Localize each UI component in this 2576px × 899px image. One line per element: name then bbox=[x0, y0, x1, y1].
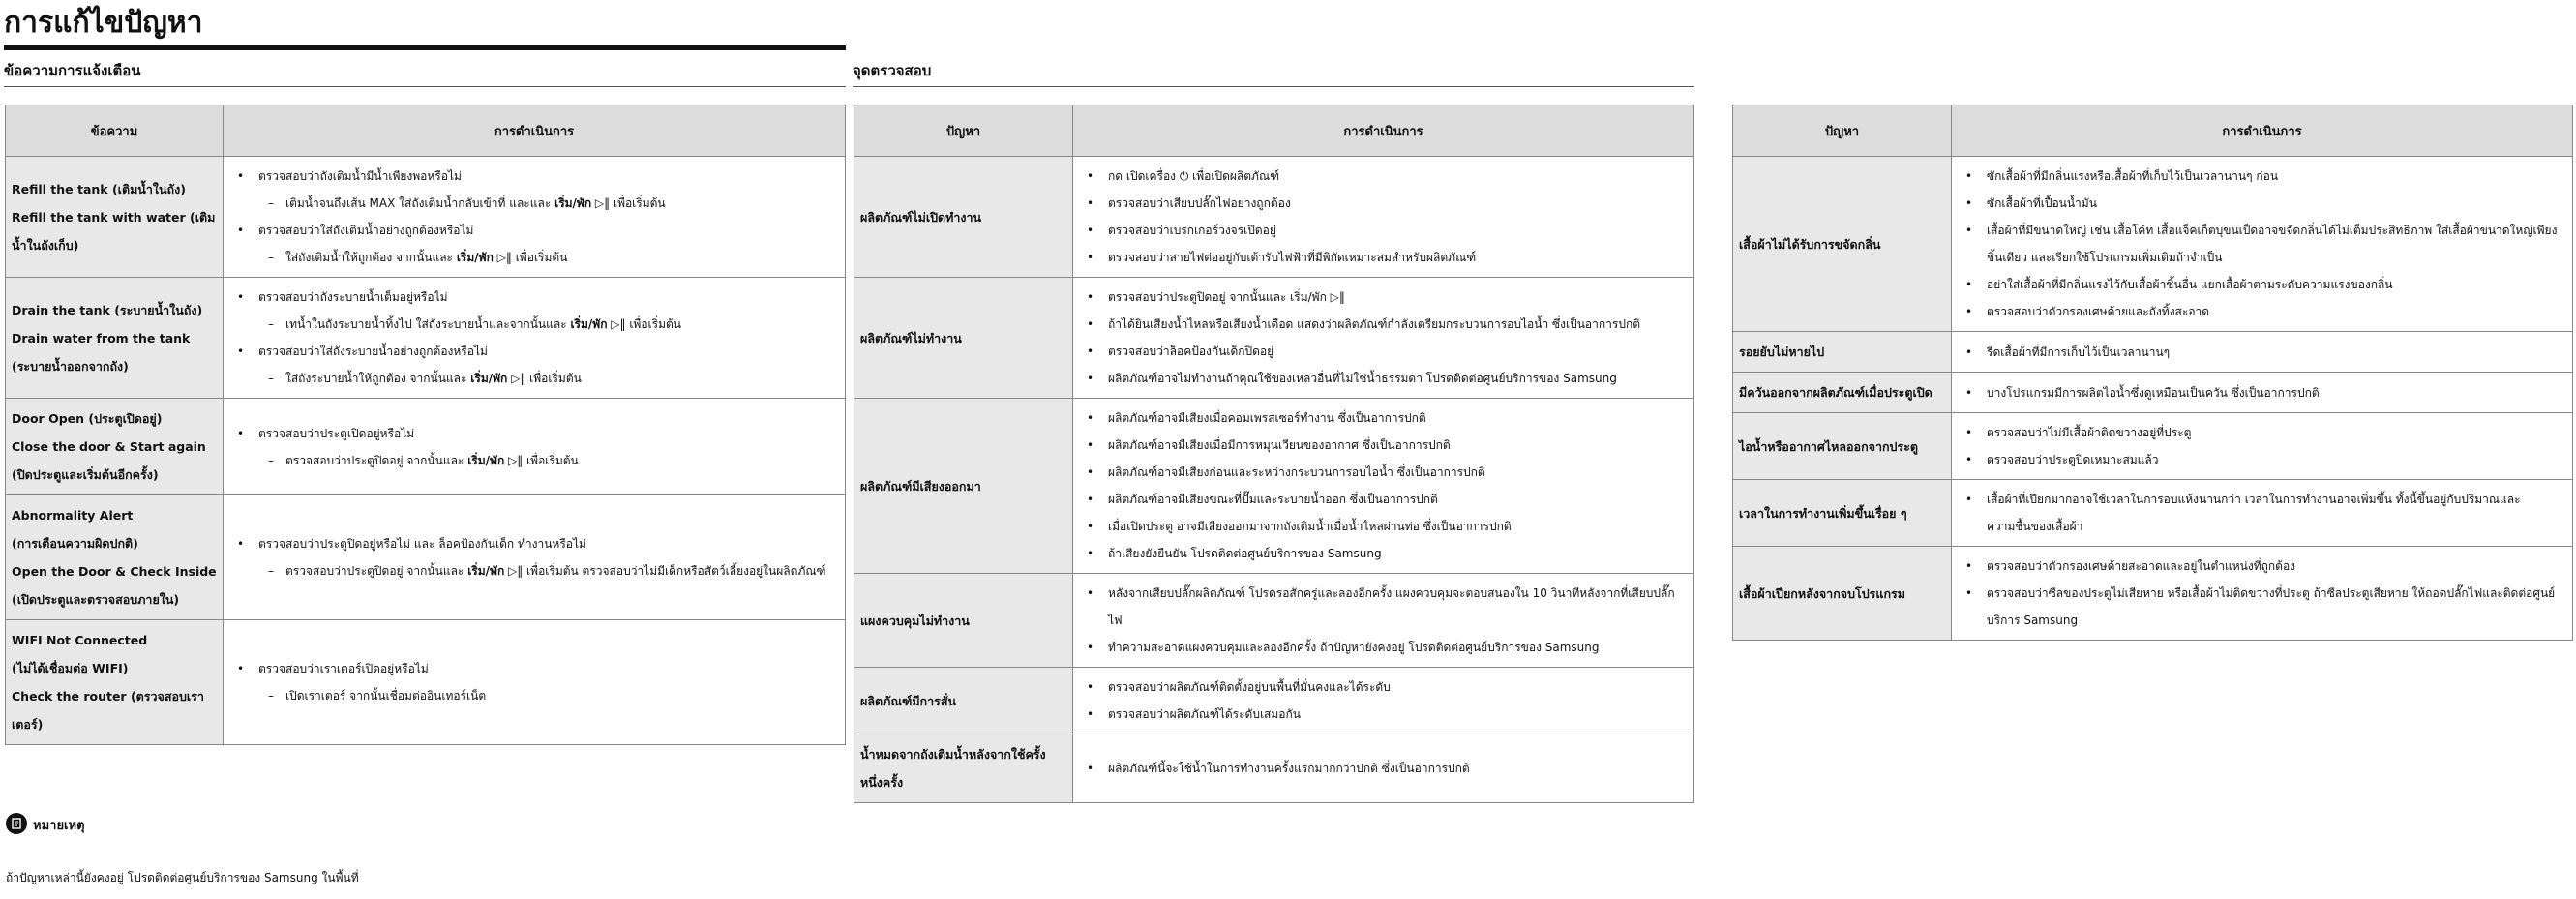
action-item: • ตรวจสอบว่าผลิตภัณฑ์ติดตั้งอยู่บนพื้นที่มั่นคงและได้ระดับ bbox=[1083, 674, 1684, 701]
header-problem: ปัญหา bbox=[854, 105, 1073, 157]
sub-action-text: ตรวจสอบว่าประตูปิดอยู่ จากนั้นและ bbox=[285, 453, 468, 467]
action-item: • ตรวจสอบว่าเบรกเกอร์วงจรเปิดอยู่ bbox=[1083, 217, 1684, 244]
message-text: Drain water from the tank (ระบายน้ำออกจากถัง) bbox=[12, 330, 191, 374]
action-cell bbox=[1952, 413, 2573, 480]
action-list bbox=[1083, 580, 1684, 661]
table-row bbox=[1733, 332, 2573, 373]
table-row bbox=[1733, 157, 2573, 332]
action-list bbox=[1083, 163, 1684, 271]
action-list bbox=[233, 655, 835, 709]
action-item: • อย่าใส่เสื้อผ้าที่มีกลิ่นแรงไว้กับเสื้อผ้าชิ้นอื่น แยกเสื้อผ้าตามระดับความแรงของกลิ่น bbox=[1962, 271, 2562, 298]
problem-cell: เสื้อผ้าเปียกหลังจากจบโปรแกรม bbox=[1733, 547, 1952, 641]
action-item: • ผลิตภัณฑ์อาจมีเสียงก่อนและระหว่างกระบวนการอบไอน้ำ ซึ่งเป็นอาการปกติ bbox=[1083, 459, 1684, 486]
action-item: • บางโปรแกรมมีการผลิตไอน้ำซึ่งดูเหมือนเป็นควัน ซึ่งเป็นอาการปกติ bbox=[1962, 379, 2562, 406]
action-item bbox=[233, 420, 835, 474]
problem-cell: แผงควบคุมไม่ทำงาน bbox=[854, 574, 1073, 668]
message-text: Door Open (ประตูเปิดอยู่) bbox=[12, 411, 163, 426]
action-list bbox=[1083, 755, 1684, 782]
sub-action-list bbox=[258, 311, 835, 338]
action-item: • ผลิตภัณฑ์อาจไม่ทำงานถ้าคุณใช้ของเหลวอื่นที่ไม่ใช่น้ำธรรมดา โปรดติดต่อศูนย์บริการของ Samsung bbox=[1083, 365, 1684, 392]
problem-cell: ผลิตภัณฑ์ไม่เปิดทำงาน bbox=[854, 157, 1073, 278]
action-item: • ตรวจสอบว่าผลิตภัณฑ์ได้ระดับเสมอกัน bbox=[1083, 701, 1684, 728]
start-pause-label: เริ่ม/พัก bbox=[456, 251, 494, 264]
message-text: Refill the tank (เติมน้ำในถัง) bbox=[12, 181, 186, 196]
problem-cell: มีควันออกจากผลิตภัณฑ์เมื่อประตูเปิด bbox=[1733, 373, 1952, 413]
message-text: (ไม่ได้เชื่อมต่อ WIFI) bbox=[12, 661, 129, 675]
action-cell bbox=[1073, 734, 1694, 803]
message-text: Drain the tank (ระบายน้ำในถัง) bbox=[12, 302, 203, 317]
action-item: • ถ้าได้ยินเสียงน้ำไหลหรือเสียงน้ำเดือด แสดงว่าผลิตภัณฑ์กำลังเตรียมกระบวนการอบไอน้ำ ซึ่งเป็นอาการปกติ bbox=[1083, 311, 1684, 338]
table-row bbox=[854, 734, 1694, 803]
action-cell bbox=[224, 278, 846, 399]
action-list bbox=[233, 530, 835, 584]
action-item: • ซักเสื้อผ้าที่เปื้อนน้ำมัน bbox=[1962, 190, 2562, 217]
action-cell bbox=[1073, 399, 1694, 574]
action-item bbox=[233, 284, 835, 338]
action-item: • กด เปิดเครื่อง ⏻ เพื่อเปิดผลิตภัณฑ์ bbox=[1083, 163, 1684, 190]
message-text: Abnormality Alert bbox=[12, 508, 134, 523]
sub-action-text: เติมน้ำจนถึงเส้น MAX ใส่ถังเติมน้ำกลับเข้าที่ และและ bbox=[285, 196, 555, 210]
action-item: • หลังจากเสียบปลั๊กผลิตภัณฑ์ โปรดรอสักครู่และลองอีกครั้ง แผงควบคุมจะตอบสนองใน 10 วินาทีหลังจากที่เสียบปลั๊กไฟ bbox=[1083, 580, 1684, 634]
action-item bbox=[233, 338, 835, 392]
action-item bbox=[233, 163, 835, 217]
sub-action-text: ใส่ถังระบายน้ำให้ถูกต้อง จากนั้นและ bbox=[285, 372, 471, 385]
action-text: ตรวจสอบว่าใส่ถังระบายน้ำอย่างถูกต้องหรือไม่ bbox=[258, 345, 488, 358]
table-row bbox=[1733, 480, 2573, 547]
sub-action-item bbox=[258, 557, 835, 584]
sub-action-list bbox=[258, 190, 835, 217]
action-text: ตรวจสอบว่าใส่ถังเติมน้ำอย่างถูกต้องหรือไม่ bbox=[258, 224, 474, 237]
action-item: • ตรวจสอบว่าตัวกรองเศษด้ายและถังทิ้งสะอาด bbox=[1962, 298, 2562, 325]
table-row bbox=[1733, 373, 2573, 413]
action-cell bbox=[224, 157, 846, 278]
action-cell bbox=[1073, 278, 1694, 399]
sub-action-list bbox=[258, 244, 835, 271]
start-pause-label: เริ่ม/พัก bbox=[554, 196, 592, 210]
action-cell bbox=[224, 620, 846, 745]
message-text: Open the Door & Check Inside bbox=[12, 564, 217, 579]
action-list bbox=[1083, 674, 1684, 728]
action-item: • ผลิตภัณฑ์อาจมีเสียงขณะที่ปั๊มและระบายน้ำออก ซึ่งเป็นอาการปกติ bbox=[1083, 486, 1684, 513]
table-row bbox=[6, 620, 846, 745]
action-list bbox=[1083, 284, 1684, 392]
problem-cell: ผลิตภัณฑ์ไม่ทำงาน bbox=[854, 278, 1073, 399]
sub-action-item bbox=[258, 311, 835, 338]
action-list bbox=[1962, 419, 2562, 473]
action-item bbox=[233, 655, 835, 709]
action-text: ตรวจสอบว่าเราเตอร์เปิดอยู่หรือไม่ bbox=[258, 662, 429, 675]
table-row bbox=[1733, 547, 2573, 641]
table-row bbox=[6, 278, 846, 399]
action-cell bbox=[1952, 547, 2573, 641]
title-underline bbox=[4, 45, 846, 50]
action-list bbox=[1962, 379, 2562, 406]
action-text: ตรวจสอบว่าถังระบายน้ำเต็มอยู่หรือไม่ bbox=[258, 290, 448, 304]
sub-action-text: ▷‖ เพื่อเริ่มต้น ตรวจสอบว่าไม่มีเด็กหรือสัตว์เลี้ยงอยู่ในผลิตภัณฑ์ bbox=[504, 564, 826, 578]
table-row bbox=[854, 278, 1694, 399]
table-row bbox=[6, 495, 846, 620]
checkpoints-title: จุดตรวจสอบ bbox=[853, 62, 932, 79]
action-item: • ตรวจสอบว่าสายไฟต่ออยู่กับเต้ารับไฟฟ้าที่มีพิกัดเหมาะสมสำหรับผลิตภัณฑ์ bbox=[1083, 244, 1684, 271]
action-item: • ผลิตภัณฑ์อาจมีเสียงเมื่อคอมเพรสเซอร์ทำงาน ซึ่งเป็นอาการปกติ bbox=[1083, 405, 1684, 432]
table-row bbox=[854, 574, 1694, 668]
action-list bbox=[1962, 486, 2562, 540]
action-item: • ถ้าเสียงยังยืนยัน โปรดติดต่อศูนย์บริการของ Samsung bbox=[1083, 540, 1684, 567]
checkpoints-rule bbox=[853, 86, 1694, 87]
sub-action-item bbox=[258, 447, 835, 474]
message-text: Close the door & Start again (ปิดประตูและเริ่มต้นอีกครั้ง) bbox=[12, 439, 206, 482]
action-list bbox=[1962, 553, 2562, 634]
sub-action-list bbox=[258, 682, 835, 709]
note-icon bbox=[6, 813, 27, 834]
sub-action-list bbox=[258, 365, 835, 392]
sub-action-list bbox=[258, 447, 835, 474]
action-item: • ตรวจสอบว่าตัวกรองเศษด้ายสะอาดและอยู่ในตำแหน่งที่ถูกต้อง bbox=[1962, 553, 2562, 580]
checkpoints-table-continued bbox=[1732, 105, 2573, 641]
checkpoints-table bbox=[854, 105, 1694, 803]
alert-messages-title: ข้อความการแจ้งเตือน bbox=[4, 62, 141, 79]
note-label: หมายเหตุ bbox=[33, 819, 85, 833]
sub-action-text: ▷‖ เพื่อเริ่มต้น bbox=[504, 453, 579, 467]
sub-action-text: เทน้ำในถังระบายน้ำทิ้งไป ใส่ถังระบายน้ำและจากนั้นและ bbox=[285, 317, 571, 331]
sub-action-item bbox=[258, 190, 835, 217]
action-cell bbox=[1073, 668, 1694, 734]
problem-cell: ไอน้ำหรืออากาศไหลออกจากประตู bbox=[1733, 413, 1952, 480]
page-title: การแก้ไขปัญหา bbox=[4, 6, 203, 40]
start-pause-label: เริ่ม/พัก bbox=[467, 453, 505, 467]
sub-action-text: ▷‖ เพื่อเริ่มต้น bbox=[591, 196, 666, 210]
action-item bbox=[233, 217, 835, 271]
action-text: ตรวจสอบว่าประตูปิดอยู่หรือไม่ และ ล็อคป้องกันเด็ก ทำงานหรือไม่ bbox=[258, 537, 586, 551]
problem-cell: น้ำหมดจากถังเติมน้ำหลังจากใช้ครั้งหนึ่งครั้ง bbox=[854, 734, 1073, 803]
action-list bbox=[233, 420, 835, 474]
action-item: • ตรวจสอบว่าไม่มีเสื้อผ้าติดขวางอยู่ที่ประตู bbox=[1962, 419, 2562, 446]
action-list bbox=[233, 163, 835, 271]
action-cell bbox=[1952, 480, 2573, 547]
message-cell bbox=[6, 278, 224, 399]
action-cell bbox=[1073, 574, 1694, 668]
action-cell bbox=[1952, 332, 2573, 373]
action-list bbox=[1083, 405, 1684, 567]
sub-action-text: ตรวจสอบว่าประตูปิดอยู่ จากนั้นและ bbox=[285, 564, 468, 578]
action-cell bbox=[1952, 157, 2573, 332]
action-item: • ตรวจสอบว่าเสียบปลั๊กไฟอย่างถูกต้อง bbox=[1083, 190, 1684, 217]
message-text: WIFI Not Connected bbox=[12, 633, 148, 647]
action-list bbox=[233, 284, 835, 392]
action-item: • ตรวจสอบว่าประตูปิดอยู่ จากนั้นและ เริ่ม/พัก ▷‖ bbox=[1083, 284, 1684, 311]
action-cell bbox=[1952, 373, 2573, 413]
sub-action-text: ▷‖ เพื่อเริ่มต้น bbox=[493, 251, 568, 264]
message-text: (การเตือนความผิดปกติ) bbox=[12, 536, 138, 551]
start-pause-label: เริ่ม/พัก bbox=[570, 317, 608, 331]
message-cell bbox=[6, 620, 224, 745]
action-list bbox=[1962, 339, 2562, 366]
table-row bbox=[6, 157, 846, 278]
sub-action-item bbox=[258, 365, 835, 392]
action-item bbox=[233, 530, 835, 584]
problem-cell: เวลาในการทำงานเพิ่มขึ้นเรื่อย ๆ bbox=[1733, 480, 1952, 547]
action-item: • เมื่อเปิดประตู อาจมีเสียงออกมาจากถังเติมน้ำเมื่อน้ำไหลผ่านท่อ ซึ่งเป็นอาการปกติ bbox=[1083, 513, 1684, 540]
note-text: ถ้าปัญหาเหล่านี้ยังคงอยู่ โปรดติดต่อศูนย์บริการของ Samsung ในพื้นที่ bbox=[6, 871, 359, 884]
message-text: (เปิดประตูและตรวจสอบภายใน) bbox=[12, 592, 180, 607]
problem-cell: เสื้อผ้าไม่ได้รับการขจัดกลิ่น bbox=[1733, 157, 1952, 332]
message-text: Check the router (ตรวจสอบเราเตอร์) bbox=[12, 689, 204, 732]
header-action: การดำเนินการ bbox=[1073, 105, 1694, 157]
problem-cell: ผลิตภัณฑ์มีเสียงออกมา bbox=[854, 399, 1073, 574]
problem-cell: ผลิตภัณฑ์มีการสั่น bbox=[854, 668, 1073, 734]
action-text: ตรวจสอบว่าประตูเปิดอยู่หรือไม่ bbox=[258, 426, 415, 440]
table-row bbox=[854, 668, 1694, 734]
table-row bbox=[854, 399, 1694, 574]
alert-messages-rule bbox=[4, 86, 846, 87]
table-row bbox=[6, 399, 846, 495]
message-cell bbox=[6, 399, 224, 495]
action-cell bbox=[1073, 157, 1694, 278]
action-cell bbox=[224, 399, 846, 495]
header-problem: ปัญหา bbox=[1733, 105, 1952, 157]
start-pause-label: เริ่ม/พัก bbox=[470, 372, 508, 385]
action-item: • เสื้อผ้าที่เปียกมากอาจใช้เวลาในการอบแห้งนานกว่า เวลาในการทำงานอาจเพิ่มขึ้น ทั้งนี้ขึ้นอยู่กับปริมาณและความชื้นของเสื้อผ้า bbox=[1962, 486, 2562, 540]
header-action: การดำเนินการ bbox=[224, 105, 846, 157]
action-item: • ตรวจสอบว่าซีลของประตูไม่เสียหาย หรือเสื้อผ้าไม่ติดขวางที่ประตู ถ้าซีลประตูเสียหาย ให้ถอดปลั๊กไฟและติดต่อศูนย์บริการ Samsung bbox=[1962, 580, 2562, 634]
header-message: ข้อความ bbox=[6, 105, 224, 157]
table-row bbox=[854, 157, 1694, 278]
action-item: • รีดเสื้อผ้าที่มีการเก็บไว้เป็นเวลานานๆ bbox=[1962, 339, 2562, 366]
problem-cell: รอยยับไม่หายไป bbox=[1733, 332, 1952, 373]
action-text: ตรวจสอบว่าถังเติมน้ำมีน้ำเพียงพอหรือไม่ bbox=[258, 169, 462, 183]
message-text: Refill the tank with water (เติมน้ำในถังเก็บ) bbox=[12, 209, 216, 253]
action-item: • เสื้อผ้าที่มีขนาดใหญ่ เช่น เสื้อโค้ท เสื้อแจ็คเก็ตบุขนเป็ดอาจขจัดกลิ่นได้ไม่เต็มประสิทธิภาพ ใส่เสื้อผ้าขนาดใหญ่เพียงชิ้นเดียว และเรียกใช้โปรแกรมเพิ่มเติมถ้าจำเป็น bbox=[1962, 217, 2562, 271]
action-item: • ซักเสื้อผ้าที่มีกลิ่นแรงหรือเสื้อผ้าที่เก็บไว้เป็นเวลานานๆ ก่อน bbox=[1962, 163, 2562, 190]
action-cell bbox=[224, 495, 846, 620]
start-pause-label: เริ่ม/พัก bbox=[467, 564, 505, 578]
sub-action-text: ▷‖ เพื่อเริ่มต้น bbox=[507, 372, 582, 385]
action-item: • ตรวจสอบว่าล็อคป้องกันเด็กปิดอยู่ bbox=[1083, 338, 1684, 365]
sub-action-item bbox=[258, 682, 835, 709]
sub-action-text: ใส่ถังเติมน้ำให้ถูกต้อง จากนั้นและ bbox=[285, 251, 457, 264]
sub-action-list bbox=[258, 557, 835, 584]
header-action: การดำเนินการ bbox=[1952, 105, 2573, 157]
sub-action-text: เปิดเราเตอร์ จากนั้นเชื่อมต่ออินเทอร์เน็ต bbox=[285, 689, 487, 703]
message-cell bbox=[6, 157, 224, 278]
alert-messages-table bbox=[5, 105, 846, 745]
table-row bbox=[1733, 413, 2573, 480]
action-list bbox=[1962, 163, 2562, 325]
action-item: • ทำความสะอาดแผงควบคุมและลองอีกครั้ง ถ้าปัญหายังคงอยู่ โปรดติดต่อศูนย์บริการของ Samsung bbox=[1083, 634, 1684, 661]
action-item: • ผลิตภัณฑ์นี้จะใช้น้ำในการทำงานครั้งแรกมากกว่าปกติ ซึ่งเป็นอาการปกติ bbox=[1083, 755, 1684, 782]
message-cell bbox=[6, 495, 224, 620]
sub-action-text: ▷‖ เพื่อเริ่มต้น bbox=[607, 317, 681, 331]
action-item: • ตรวจสอบว่าประตูปิดเหมาะสมแล้ว bbox=[1962, 446, 2562, 473]
sub-action-item bbox=[258, 244, 835, 271]
action-item: • ผลิตภัณฑ์อาจมีเสียงเมื่อมีการหมุนเวียนของอากาศ ซึ่งเป็นอาการปกติ bbox=[1083, 432, 1684, 459]
